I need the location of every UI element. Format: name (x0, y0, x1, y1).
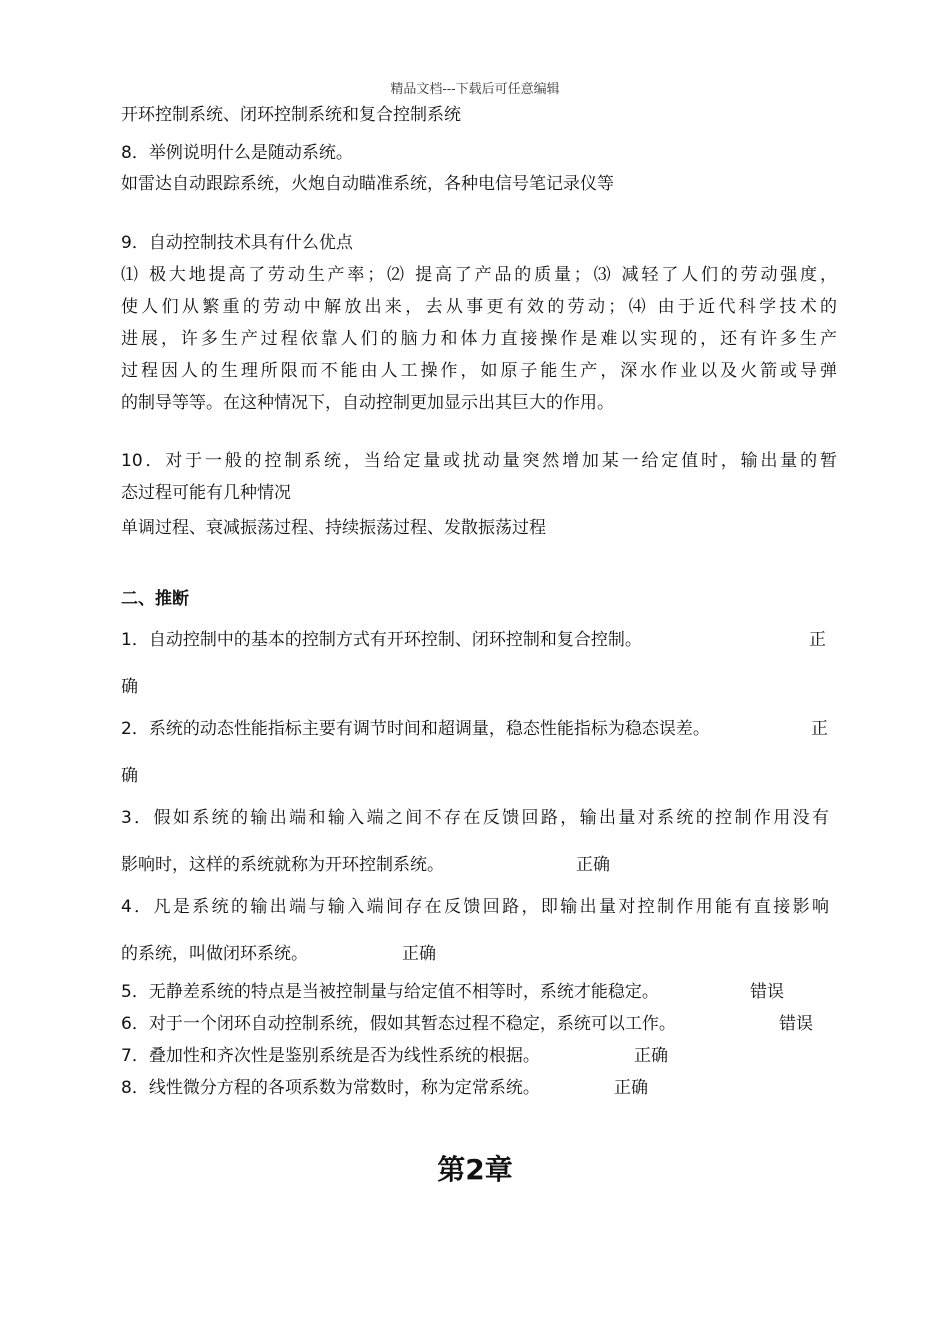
tf-item-verdict: 错误 (750, 982, 784, 1002)
q9-answer-line: 的制导等等。在这种情况下，自动控制更加显示出其巨大的作用。 (121, 393, 614, 413)
tf-item-verdict: 错误 (779, 1014, 813, 1034)
q10-question-line: 10．对于一般的控制系统，当给定量或扰动量突然增加某一给定值时，输出量的暂 (121, 451, 837, 471)
tf-item-verdict-cont: 确 (121, 766, 138, 786)
tf-item-text: 3．假如系统的输出端和输入端之间不存在反馈回路，输出量对系统的控制作用没有 (121, 808, 829, 828)
section-2-title: 二、推断 (121, 589, 189, 609)
q9-answer-line: ⑴ 极大地提高了劳动生产率；⑵ 提高了产品的质量；⑶ 减轻了人们的劳动强度， (121, 265, 837, 285)
q9-answer-line: 使人们从繁重的劳动中解放出来，去从事更有效的劳动；⑷ 由于近代科学技术的 (121, 297, 837, 317)
tf-item-text: 5．无静差系统的特点是当被控制量与给定值不相等时，系统才能稳定。 (121, 982, 659, 1002)
q10-answer: 单调过程、衰减振荡过程、持续振荡过程、发散振荡过程 (121, 518, 546, 538)
q9-question: 9．自动控制技术具有什么优点 (121, 233, 353, 253)
q7-answer: 开环控制系统、闭环控制系统和复合控制系统 (121, 105, 461, 125)
tf-item-verdict: 正确 (614, 1078, 648, 1098)
tf-item-text: 4．凡是系统的输出端与输入端间存在反馈回路，即输出量对控制作用能有直接影响 (121, 897, 829, 917)
q9-answer-line: 进展，许多生产过程依靠人们的脑力和体力直接操作是难以实现的，还有许多生产 (121, 329, 837, 349)
tf-item-text: 8．线性微分方程的各项系数为常数时，称为定常系统。 (121, 1078, 540, 1098)
page-header: 精品文档---下载后可任意编辑 (390, 82, 560, 97)
tf-item-verdict: 正确 (576, 855, 610, 875)
chapter-heading: 第2章 (437, 1153, 513, 1186)
q9-answer-line: 过程因人的生理所限而不能由人工操作，如原子能生产，深水作业以及火箭或导弹 (121, 361, 837, 381)
tf-item-text-cont: 影响时，这样的系统就称为开环控制系统。 (121, 855, 444, 875)
q10-question-line: 态过程可能有几种情况 (121, 483, 291, 503)
tf-item-verdict: 正确 (634, 1046, 668, 1066)
tf-item-text: 7．叠加性和齐次性是鉴别系统是否为线性系统的根据。 (121, 1046, 540, 1066)
tf-item-text: 6．对于一个闭环自动控制系统，假如其暂态过程不稳定，系统可以工作。 (121, 1014, 676, 1034)
tf-item-verdict: 正 (809, 630, 826, 650)
tf-item-verdict-cont: 确 (121, 677, 138, 697)
tf-item-text: 1．自动控制中的基本的控制方式有开环控制、闭环控制和复合控制。 (121, 630, 642, 650)
tf-item-verdict: 正 (811, 719, 828, 739)
tf-item-verdict: 正确 (402, 944, 436, 964)
tf-item-text-cont: 的系统，叫做闭环系统。 (121, 944, 308, 964)
q8-question: 8．举例说明什么是随动系统。 (121, 143, 353, 163)
tf-item-text: 2．系统的动态性能指标主要有调节时间和超调量，稳态性能指标为稳态误差。 (121, 719, 710, 739)
q8-answer: 如雷达自动跟踪系统，火炮自动瞄准系统，各种电信号笔记录仪等 (121, 174, 614, 194)
